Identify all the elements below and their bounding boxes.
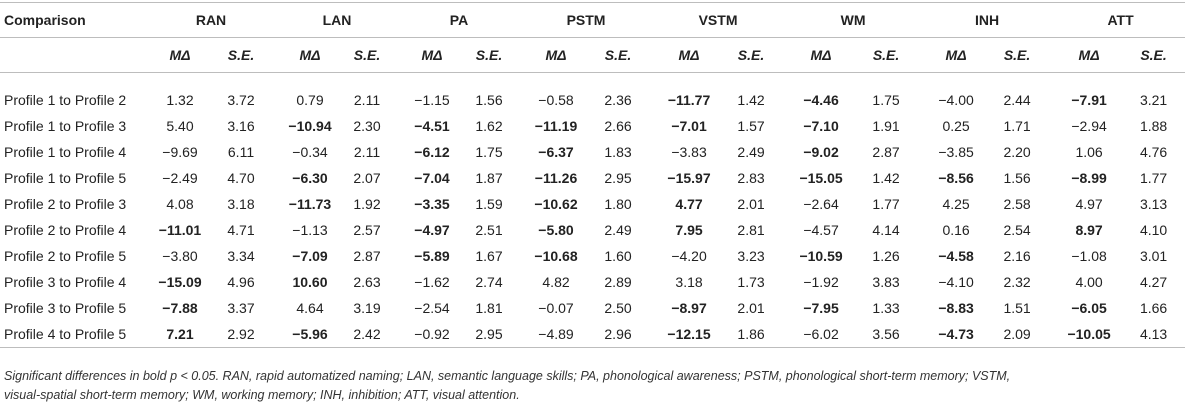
cell-mean-diff: 5.40 — [166, 118, 194, 134]
cell-standard-error: 1.83 — [604, 144, 632, 160]
cell-mean-diff: 7.21 — [150, 321, 210, 348]
cell-standard-error: 6.11 — [227, 144, 255, 160]
subheader-se: S.E. — [462, 38, 516, 73]
row-label: Profile 1 to Profile 2 — [4, 92, 127, 108]
cell-standard-error: 3.19 — [353, 300, 381, 316]
cell-standard-error: 4.27 — [1139, 274, 1168, 290]
header-group-wm: WM — [788, 3, 918, 38]
cell-standard-error: 2.51 — [475, 222, 503, 238]
footnote-line-1: Significant differences in bold p < 0.05. RAN, rapid automatized naming; LAN, semantic language skills; PA, phonological awareness; PSTM, phonological short-term memory; VSTM, — [4, 369, 1011, 383]
table-row — [0, 87, 1185, 113]
subheader-se: S.E. — [340, 38, 394, 73]
cell-mean-diff: −9.69 — [162, 144, 198, 160]
cell-standard-error: 2.42 — [340, 321, 394, 348]
cell-mean-diff: −0.34 — [292, 144, 328, 160]
table-row — [0, 295, 1185, 321]
table-body — [0, 73, 1185, 348]
cell-mean-diff: −7.09 — [292, 248, 328, 264]
row-label: Profile 1 to Profile 4 — [4, 144, 127, 160]
cell-standard-error: 2.54 — [1003, 222, 1031, 238]
cell-mean-diff: −10.94 — [288, 118, 332, 134]
table-row — [0, 139, 1185, 165]
cell-mean-diff: 8.97 — [1075, 222, 1103, 238]
cell-standard-error: 2.66 — [604, 118, 632, 134]
subheader-mean: MΔ — [788, 38, 854, 73]
subheader-mean: MΔ — [926, 38, 986, 73]
cell-mean-diff: −6.05 — [1071, 300, 1107, 316]
cell-standard-error: 1.56 — [475, 92, 503, 108]
cell-standard-error: 2.32 — [1003, 274, 1031, 290]
cell-mean-diff: −7.88 — [162, 300, 198, 316]
cell-mean-diff: −4.20 — [671, 248, 707, 264]
cell-standard-error: 1.80 — [604, 196, 632, 212]
cell-standard-error: 3.72 — [227, 92, 255, 108]
cell-standard-error: 2.20 — [1003, 144, 1031, 160]
header-group-inh: INH — [926, 3, 1048, 38]
subheader-se: S.E. — [210, 38, 272, 73]
cell-standard-error: 1.87 — [475, 170, 503, 186]
cell-standard-error: 4.71 — [227, 222, 255, 238]
cell-mean-diff: 10.60 — [292, 274, 328, 290]
cell-mean-diff: −1.15 — [414, 92, 450, 108]
cell-mean-diff: −7.01 — [671, 118, 707, 134]
cell-mean-diff: −3.80 — [162, 248, 198, 264]
cell-mean-diff: −1.92 — [803, 274, 839, 290]
cell-mean-diff: 4.08 — [166, 196, 194, 212]
cell-mean-diff: −4.46 — [803, 92, 839, 108]
cell-mean-diff: −15.97 — [667, 170, 711, 186]
cell-standard-error: 2.07 — [353, 170, 381, 186]
cell-mean-diff: −10.68 — [534, 248, 578, 264]
cell-mean-diff: −7.04 — [414, 170, 450, 186]
subheader-mean: MΔ — [524, 38, 588, 73]
cell-mean-diff: −7.91 — [1071, 92, 1107, 108]
cell-mean-diff: −8.56 — [938, 170, 974, 186]
cell-mean-diff: −4.97 — [414, 222, 450, 238]
cell-mean-diff: −4.73 — [926, 321, 986, 348]
cell-standard-error: 1.26 — [872, 248, 900, 264]
footnote-line-2: visual-spatial short-term memory; WM, working memory; INH, inhibition; ATT, visual attention. — [4, 388, 520, 402]
cell-standard-error: 1.73 — [737, 274, 765, 290]
cell-mean-diff: 4.97 — [1075, 196, 1103, 212]
table-footnote — [4, 367, 1139, 405]
cell-mean-diff: −4.58 — [938, 248, 974, 264]
cell-standard-error: 1.91 — [872, 118, 900, 134]
table-row — [0, 269, 1185, 295]
cell-mean-diff: −6.37 — [538, 144, 574, 160]
subheader-se: S.E. — [722, 38, 780, 73]
cell-mean-diff: −11.77 — [667, 92, 711, 108]
cell-standard-error: 3.01 — [1139, 248, 1168, 264]
header-row-groups — [0, 3, 1185, 38]
cell-standard-error: 4.14 — [872, 222, 900, 238]
cell-standard-error: 2.36 — [604, 92, 632, 108]
cell-mean-diff: −1.62 — [414, 274, 450, 290]
table-row — [0, 165, 1185, 191]
cell-mean-diff: −6.02 — [788, 321, 854, 348]
cell-standard-error: 1.60 — [604, 248, 632, 264]
cell-standard-error: 1.88 — [1139, 118, 1168, 134]
header-group-att: ATT — [1056, 3, 1185, 38]
cell-mean-diff: −6.12 — [414, 144, 450, 160]
table-row — [0, 217, 1185, 243]
cell-standard-error: 1.75 — [475, 144, 503, 160]
cell-mean-diff: −4.89 — [524, 321, 588, 348]
cell-standard-error: 3.21 — [1139, 92, 1168, 108]
cell-standard-error: 4.70 — [227, 170, 255, 186]
cell-mean-diff: −3.85 — [938, 144, 974, 160]
row-label: Profile 1 to Profile 5 — [4, 170, 127, 186]
cell-mean-diff: 3.18 — [675, 274, 703, 290]
cell-standard-error: 2.11 — [353, 92, 381, 108]
cell-mean-diff: 1.06 — [1075, 144, 1103, 160]
cell-standard-error: 2.30 — [353, 118, 381, 134]
cell-mean-diff: −0.92 — [402, 321, 462, 348]
cell-standard-error: 4.13 — [1122, 321, 1185, 348]
subheader-se: S.E. — [986, 38, 1048, 73]
row-label: Profile 2 to Profile 3 — [4, 196, 127, 212]
cell-mean-diff: −4.57 — [803, 222, 839, 238]
subheader-mean: MΔ — [280, 38, 340, 73]
cell-mean-diff: −5.80 — [538, 222, 574, 238]
cell-standard-error: 2.89 — [604, 274, 632, 290]
cell-mean-diff: −10.62 — [534, 196, 578, 212]
cell-mean-diff: −0.07 — [538, 300, 574, 316]
cell-standard-error: 2.49 — [737, 144, 765, 160]
cell-mean-diff: −2.54 — [414, 300, 450, 316]
cell-standard-error: 2.87 — [872, 144, 900, 160]
cell-mean-diff: 4.64 — [296, 300, 324, 316]
cell-standard-error: 1.67 — [475, 248, 503, 264]
row-label: Profile 4 to Profile 5 — [0, 321, 150, 348]
cell-mean-diff: −4.00 — [938, 92, 974, 108]
cell-mean-diff: −5.89 — [414, 248, 450, 264]
cell-standard-error: 3.34 — [227, 248, 255, 264]
cell-mean-diff: −15.05 — [799, 170, 843, 186]
cell-standard-error: 3.83 — [872, 274, 900, 290]
cell-standard-error: 2.96 — [588, 321, 648, 348]
cell-mean-diff: −15.09 — [158, 274, 202, 290]
cell-standard-error: 2.44 — [1003, 92, 1031, 108]
cell-mean-diff: −12.15 — [656, 321, 722, 348]
subheader-se: S.E. — [588, 38, 648, 73]
cell-standard-error: 1.57 — [737, 118, 765, 134]
cell-mean-diff: −4.10 — [938, 274, 974, 290]
header-row-subcolumns — [0, 38, 1185, 73]
cell-mean-diff: −11.26 — [534, 170, 578, 186]
table-row — [0, 321, 1185, 348]
row-label: Profile 3 to Profile 4 — [4, 274, 127, 290]
cell-mean-diff: −4.51 — [414, 118, 450, 134]
cell-mean-diff: 7.95 — [675, 222, 703, 238]
cell-mean-diff: −11.19 — [534, 118, 578, 134]
cell-mean-diff: −0.58 — [538, 92, 574, 108]
header-group-lan: LAN — [280, 3, 394, 38]
header-group-pstm: PSTM — [524, 3, 648, 38]
cell-mean-diff: −9.02 — [803, 144, 839, 160]
cell-mean-diff: 0.25 — [942, 118, 970, 134]
row-label: Profile 2 to Profile 4 — [4, 222, 127, 238]
cell-standard-error: 2.01 — [737, 300, 765, 316]
cell-mean-diff: −2.94 — [1071, 118, 1107, 134]
cell-mean-diff: −7.10 — [803, 118, 839, 134]
cell-mean-diff: −8.97 — [671, 300, 707, 316]
cell-standard-error: 2.92 — [210, 321, 272, 348]
cell-standard-error: 2.01 — [737, 196, 765, 212]
cell-mean-diff: 0.79 — [296, 92, 324, 108]
table-row — [0, 191, 1185, 217]
cell-mean-diff: 0.16 — [942, 222, 970, 238]
cell-standard-error: 3.56 — [854, 321, 918, 348]
row-label: Profile 3 to Profile 5 — [4, 300, 127, 316]
cell-standard-error: 2.83 — [737, 170, 765, 186]
cell-standard-error: 1.71 — [1003, 118, 1031, 134]
cell-standard-error: 4.10 — [1139, 222, 1168, 238]
subheader-mean: MΔ — [150, 38, 210, 73]
row-label: Profile 2 to Profile 5 — [4, 248, 127, 264]
cell-standard-error: 2.09 — [986, 321, 1048, 348]
cell-mean-diff: −2.49 — [162, 170, 198, 186]
cell-standard-error: 1.42 — [872, 170, 900, 186]
subheader-mean: MΔ — [402, 38, 462, 73]
cell-mean-diff: −2.64 — [803, 196, 839, 212]
header-group-vstm: VSTM — [656, 3, 780, 38]
cell-standard-error: 1.75 — [872, 92, 900, 108]
cell-standard-error: 1.81 — [475, 300, 503, 316]
cell-standard-error: 1.77 — [1139, 170, 1168, 186]
cell-standard-error: 1.51 — [1003, 300, 1031, 316]
row-label: Profile 1 to Profile 3 — [4, 118, 127, 134]
comparison-table — [0, 2, 1185, 348]
cell-standard-error: 2.58 — [1003, 196, 1031, 212]
cell-mean-diff: 1.32 — [166, 92, 194, 108]
header-comparison: Comparison — [0, 3, 150, 38]
cell-mean-diff: −10.59 — [799, 248, 843, 264]
subheader-se: S.E. — [1122, 38, 1185, 73]
cell-standard-error: 2.74 — [475, 274, 503, 290]
cell-standard-error: 3.18 — [227, 196, 255, 212]
cell-mean-diff: 4.25 — [942, 196, 970, 212]
subheader-mean: MΔ — [656, 38, 722, 73]
cell-standard-error: 2.16 — [1003, 248, 1031, 264]
cell-mean-diff: −6.30 — [292, 170, 328, 186]
header-group-ran: RAN — [150, 3, 272, 38]
cell-mean-diff: −11.01 — [158, 222, 202, 238]
cell-standard-error: 1.66 — [1139, 300, 1168, 316]
cell-mean-diff: −8.99 — [1071, 170, 1107, 186]
table-row — [0, 113, 1185, 139]
cell-standard-error: 3.16 — [227, 118, 255, 134]
cell-standard-error: 2.87 — [353, 248, 381, 264]
cell-standard-error: 3.23 — [737, 248, 765, 264]
cell-standard-error: 2.57 — [353, 222, 381, 238]
cell-standard-error: 2.11 — [353, 144, 381, 160]
header-group-pa: PA — [402, 3, 516, 38]
cell-mean-diff: −5.96 — [280, 321, 340, 348]
table-row — [0, 243, 1185, 269]
cell-mean-diff: 4.82 — [542, 274, 570, 290]
cell-standard-error: 1.33 — [872, 300, 900, 316]
cell-standard-error: 1.92 — [353, 196, 381, 212]
cell-standard-error: 1.86 — [722, 321, 780, 348]
cell-mean-diff: −1.08 — [1071, 248, 1107, 264]
cell-mean-diff: −3.83 — [671, 144, 707, 160]
cell-mean-diff: −1.13 — [292, 222, 328, 238]
cell-mean-diff: −11.73 — [288, 196, 332, 212]
cell-mean-diff: −7.95 — [803, 300, 839, 316]
cell-standard-error: 1.56 — [1003, 170, 1031, 186]
cell-standard-error: 4.76 — [1139, 144, 1168, 160]
cell-mean-diff: −8.83 — [938, 300, 974, 316]
cell-standard-error: 1.62 — [475, 118, 503, 134]
cell-standard-error: 3.37 — [227, 300, 255, 316]
subheader-se: S.E. — [854, 38, 918, 73]
cell-standard-error: 3.13 — [1139, 196, 1168, 212]
cell-standard-error: 1.77 — [872, 196, 900, 212]
cell-standard-error: 1.42 — [737, 92, 765, 108]
cell-standard-error: 2.81 — [737, 222, 765, 238]
cell-standard-error: 2.95 — [462, 321, 516, 348]
cell-standard-error: 4.96 — [227, 274, 255, 290]
subheader-mean: MΔ — [1056, 38, 1122, 73]
cell-standard-error: 2.95 — [604, 170, 632, 186]
cell-mean-diff: −10.05 — [1056, 321, 1122, 348]
cell-mean-diff: 4.77 — [675, 196, 703, 212]
cell-standard-error: 2.49 — [604, 222, 632, 238]
cell-standard-error: 2.63 — [353, 274, 381, 290]
cell-standard-error: 2.50 — [604, 300, 632, 316]
cell-mean-diff: 4.00 — [1075, 274, 1103, 290]
cell-mean-diff: −3.35 — [414, 196, 450, 212]
cell-standard-error: 1.59 — [475, 196, 503, 212]
